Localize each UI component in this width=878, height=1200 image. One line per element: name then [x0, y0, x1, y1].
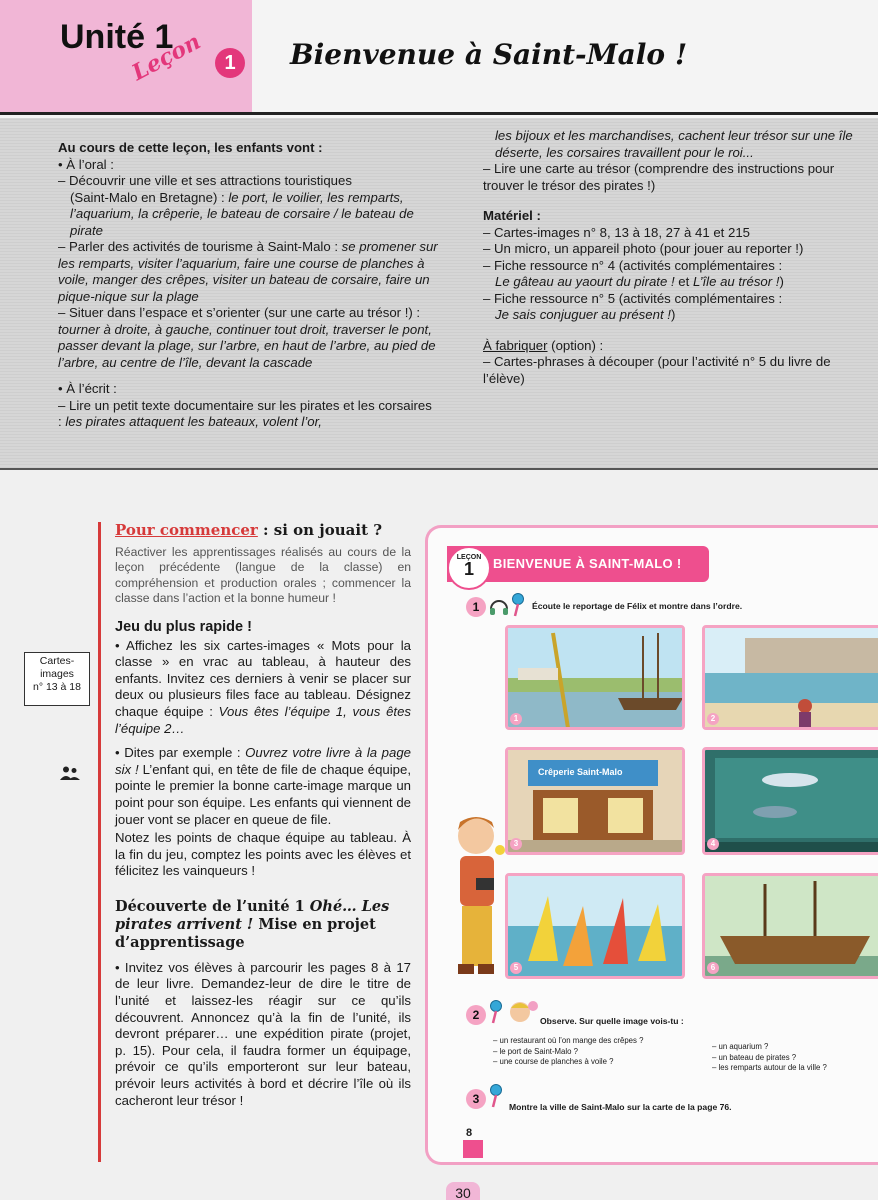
step-1-badge: 1	[466, 597, 486, 617]
oral-item-1: – Découvrir une ville et ses attractions touristiques	[58, 173, 352, 188]
headphones-icon	[488, 597, 510, 617]
objectives-heading: Au cours de cette leçon, les enfants vont :	[58, 140, 323, 155]
materiel-item-4: – Fiche ressource n° 5 (activités complémentaires :	[483, 290, 783, 306]
book-lecon-badge: LEÇON 1	[447, 546, 491, 590]
oral-item-1-detail: (Saint-Malo en Bretagne) : le port, le voilier, les remparts, l’aquarium, la crêperie, le bateau de corsaire / le bateau de pirate	[70, 189, 414, 238]
picture-number: 2	[707, 713, 719, 725]
picture-4-aquarium	[702, 747, 878, 855]
objectives-left-column	[58, 140, 438, 431]
unit-title: Unité 1	[60, 18, 174, 56]
step-1-instruction: Écoute le reportage de Félix et montre dans l’ordre.	[532, 601, 743, 611]
step-2-badge: 2	[466, 1005, 486, 1025]
ecrit-label: • À l’écrit :	[58, 381, 117, 396]
pointer-icon	[488, 1084, 504, 1108]
picture-3-creperie	[505, 747, 685, 855]
oral-label: • À l’oral :	[58, 156, 114, 172]
picture-6-bateau-de-pirates	[702, 873, 878, 979]
question-list-right: – un aquarium ? – un bateau de pirates ? – les remparts autour de la ville ?	[712, 1042, 827, 1072]
picture-number: 5	[510, 962, 522, 974]
teacher-notes	[98, 521, 412, 1162]
pointer-icon	[510, 593, 526, 617]
ecrit-item-2: – Lire une carte au trésor (comprendre des instructions pour trouver le trésor des pirates !)	[483, 161, 835, 193]
lesson-title: Bienvenue à Saint-Malo !	[290, 38, 688, 71]
header-divider	[0, 112, 878, 115]
materiel-item-2: – Un micro, un appareil photo (pour jouer au reporter !)	[483, 241, 804, 256]
picture-5-planches-a-voile	[505, 873, 685, 979]
fabriquer-item-1: – Cartes-phrases à découper (pour l’activité n° 5 du livre de l’élève)	[483, 354, 831, 386]
lecon-label: Leçon	[127, 28, 205, 87]
speaking-child-icon	[508, 998, 538, 1026]
pointer-icon	[488, 1000, 504, 1024]
picture-number: 1	[510, 713, 522, 725]
page-header	[0, 0, 878, 118]
step-3-badge: 3	[466, 1089, 486, 1109]
group-icon	[60, 766, 80, 780]
pour-commencer-heading: Pour commencer : si on jouait ?	[115, 521, 383, 539]
lecon-number: 1	[215, 48, 245, 78]
objectives-box	[0, 118, 878, 470]
materiel-item-1: – Cartes-images n° 8, 13 à 18, 27 à 41 et 215	[483, 224, 750, 240]
book-banner-title: BIENVENUE À SAINT-MALO !	[493, 556, 682, 571]
picture-number: 6	[707, 962, 719, 974]
picture-number: 3	[510, 838, 522, 850]
question-list-left: – un restaurant où l’on mange des crêpes ? – le port de Saint-Malo ? – une course de planches à voile ?	[493, 1036, 644, 1066]
jeu-heading: Jeu du plus rapide !	[115, 618, 252, 635]
oral-item-3: – Situer dans l’espace et s’orienter (sur une carte au trésor !) : tourner à droite, à gauche, continuer tout droit, traverser le pont, passer devant la plage, sur l’arbre, en haut de l’arbre, au pied de l’arbre, au centre de l’île, devant la cascade	[58, 305, 436, 370]
oral-item-2: – Parler des activités de tourisme à Saint-Malo : se promener sur les remparts, visiter l’aquarium, faire une course de planches à voile, manger des crêpes, visiter un bateau de corsaire, faire un pique-nique sur la plage	[58, 239, 438, 304]
picture-1-port	[505, 625, 685, 730]
picture-2-remparts	[702, 625, 878, 730]
jeu-paragraph-3: Notez les points de chaque équipe au tableau. À la fin du jeu, comptez les points avec les élèves et félicitez les vainqueurs !	[115, 830, 411, 879]
book-page-tab	[463, 1140, 483, 1158]
materiel-item-3-detail: Le gâteau au yaourt du pirate ! et L’île au trésor !)	[495, 274, 784, 289]
jeu-paragraph-1: • Affichez les six cartes-images « Mots pour la classe » en vrac au tableau, à hauteur des enfants. Invitez ces derniers à venir se placer sur deux ou plusieurs files face au tableau. Désignez chaque équipe : Vous êtes l’équipe 1, vous êtes l’équipe 2…	[115, 637, 411, 736]
jeu-paragraph-2: • Dites par exemple : Ouvrez votre livre à la page six ! L’enfant qui, en tête de file de chaque équipe, pointe le premier la bonne carte-image marque un point pour son équipe. Les enfants qui viennent de jouer vont se placer en queue de file.	[115, 745, 412, 827]
fabriquer-label: À fabriquer (option) :	[483, 337, 604, 353]
decouverte-heading: Découverte de l’unité 1 Ohé… Les pirates arrivent ! Mise en projet d’apprentissage	[115, 897, 390, 951]
picture-number: 4	[707, 838, 719, 850]
step-3-instruction: Montre la ville de Saint-Malo sur la carte de la page 76.	[509, 1102, 732, 1112]
reactiver-text: Réactiver les apprentissages réalisés au cours de la leçon précédente (langue de la classe) en compréhension et production orales ; commencer la classe dans l’action et la bonne humeur !	[115, 544, 411, 606]
cartes-images-note: Cartes- images n° 13 à 18	[24, 652, 90, 706]
materiel-label: Matériel :	[483, 208, 541, 223]
materiel-item-3: – Fiche ressource n° 4 (activités complémentaires :	[483, 257, 783, 273]
book-page-number: 8	[466, 1127, 473, 1139]
materiel-item-4-detail: Je sais conjuguer au présent !)	[495, 307, 676, 322]
decouverte-paragraph: • Invitez vos élèves à parcourir les pages 8 à 17 de leur livre. Demandez-leur de dire le titre de l’unité et laissez-les réagir sur ce qu’ils découvrent. Annoncez qu’à la fin de l’unité, ils devront préparer… une expédition pirate (projet, p. 15). Pour cela, il faudra former un équipage, prévoir ce qu’ils emporteront sur leur bateau, prévoir leurs activités à bord et décrire l’île où ils cacheront leur trésor !	[115, 959, 411, 1108]
objectives-right-column	[483, 128, 855, 387]
boy-reporter-illustration	[438, 808, 518, 978]
ecrit-item-1-continued: les bijoux et les marchandises, cachent leur trésor sur une île déserte, les corsaires travaillent pour le roi...	[495, 128, 853, 160]
ecrit-item-1: – Lire un petit texte documentaire sur les pirates et les corsaires : les pirates attaquent les bateaux, volent l’or,	[58, 397, 432, 429]
step-2-instruction: Observe. Sur quelle image vois-tu :	[540, 1016, 684, 1026]
creperie-sign: Crêperie Saint-Malo	[538, 767, 623, 777]
page-number: 30	[446, 1182, 480, 1200]
